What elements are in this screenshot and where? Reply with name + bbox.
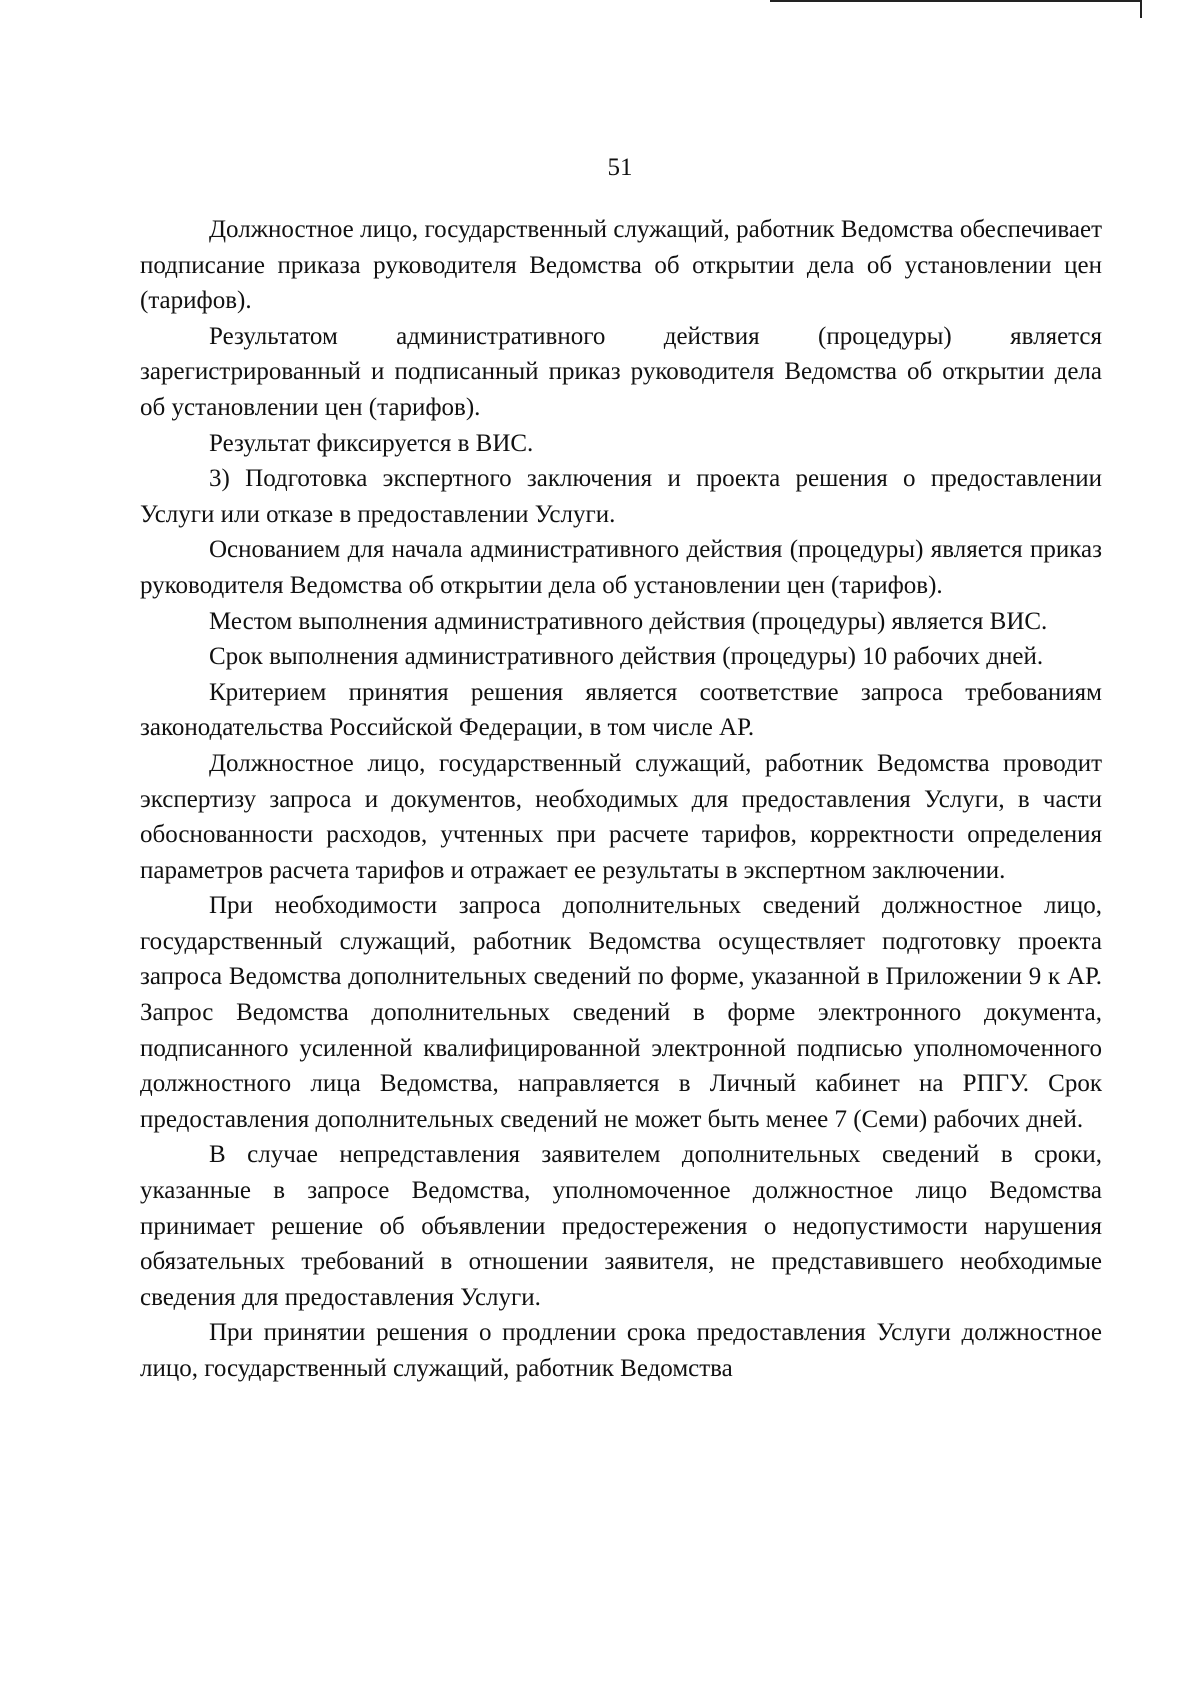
paragraph-9: Должностное лицо, государственный служащий, работник Ведомства проводит экспертизу запроса и документов, необходимых для предоставления Услуги, в части обоснованности расходов, учтенных при расчете тарифов, корректности определения параметров расчета тарифов и отражает ее результаты в экспертном заключении. <box>140 749 1102 884</box>
paragraph-5: Основанием для начала административного действия (процедуры) является приказ руководителя Ведомства об открытии дела об установлении цен (тарифов). <box>140 536 1102 599</box>
paragraph-10: При необходимости запроса дополнительных сведений должностное лицо, государственный служащий, работник Ведомства осуществляет подготовку проекта запроса Ведомства дополнительных сведений по форме, указанной в Приложении 9 к АР. Запрос Ведомства дополнительных сведений в форме электронного документа, подписанного усиленной квалифицированной электронной подписью уполномоченного должностного лица Ведомства, направляется в Личный кабинет на РПГУ. Срок предоставления дополнительных сведений не может быть менее 7 (Семи) рабочих дней. <box>140 892 1102 1133</box>
scan-edge-top <box>770 0 1140 2</box>
paragraph-6: Местом выполнения административного действия (процедуры) является ВИС. <box>209 607 1048 635</box>
document-body <box>140 212 1102 1387</box>
paragraph-4: 3) Подготовка экспертного заключения и проекта решения о предоставлении Услуги или отказе в предоставлении Услуги. <box>140 465 1102 528</box>
paragraph-12: При принятии решения о продлении срока предоставления Услуги должностное лицо, государственный служащий, работник Ведомства <box>140 1319 1102 1382</box>
paragraph-11: В случае непредставления заявителем дополнительных сведений в сроки, указанные в запросе Ведомства, уполномоченное должностное лицо Ведомства принимает решение об объявлении предостережения о недопустимости нарушения обязательных требований в отношении заявителя, не представившего необходимые сведения для предоставления Услуги. <box>140 1141 1102 1311</box>
paragraph-7: Срок выполнения административного действия (процедуры) 10 рабочих дней. <box>209 643 1044 671</box>
paragraph-8: Критерием принятия решения является соответствие запроса требованиям законодательства Российской Федерации, в том числе АР. <box>140 678 1102 742</box>
paragraph-3: Результат фиксируется в ВИС. <box>209 429 534 457</box>
paragraph-1: Должностное лицо, государственный служащий, работник Ведомства обеспечивает подписание приказа руководителя Ведомства об открытии дела об установлении цен (тарифов). <box>140 216 1102 315</box>
paragraph-2: Результатом административного действия (процедуры) является зарегистрированный и подписанный приказ руководителя Ведомства об открытии дела об установлении цен (тарифов). <box>140 322 1102 421</box>
page-number: 51 <box>607 154 633 181</box>
scan-edge-right <box>1140 0 1142 18</box>
